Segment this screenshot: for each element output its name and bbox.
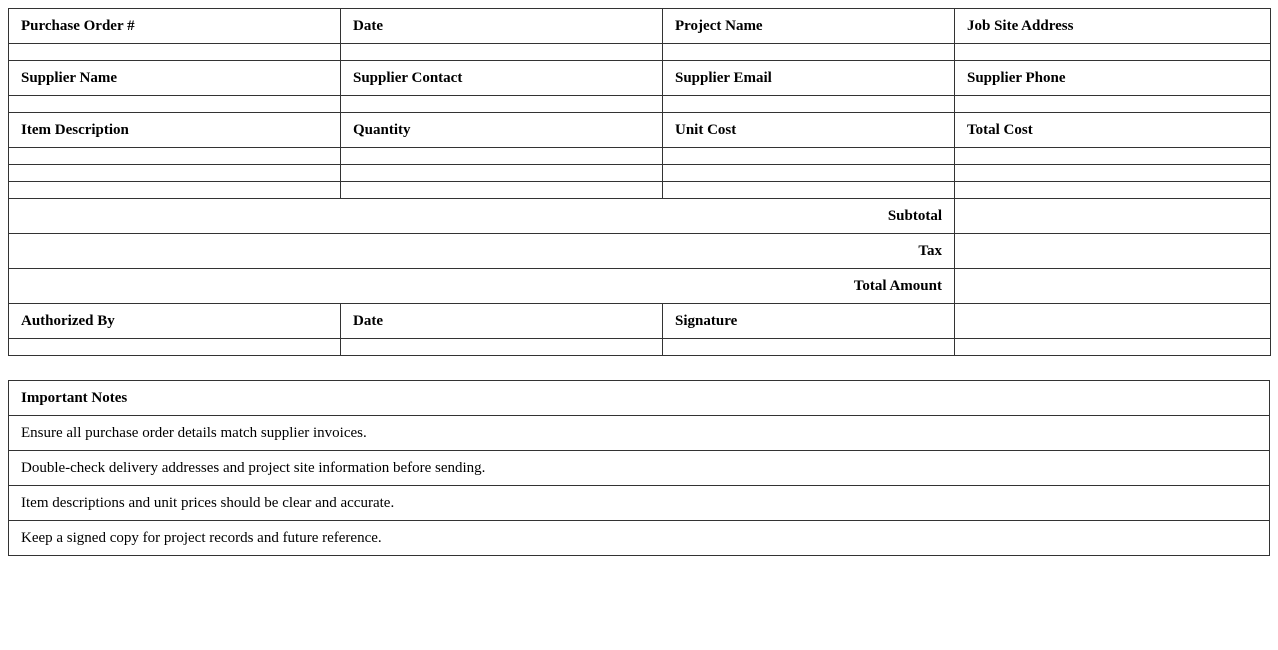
project-name-label: Project Name — [663, 9, 955, 44]
job-site-address-field[interactable] — [955, 44, 1271, 61]
unit-cost-field[interactable] — [663, 148, 955, 165]
supplier-input-row — [9, 96, 1271, 113]
authorized-by-label: Authorized By — [9, 304, 341, 339]
tax-row — [9, 234, 1271, 269]
item-row — [9, 165, 1271, 182]
signature-field[interactable] — [663, 339, 955, 356]
auth-date-label: Date — [341, 304, 663, 339]
note-item: Ensure all purchase order details match supplier invoices. — [9, 416, 1270, 451]
total-amount-field[interactable] — [955, 269, 1271, 304]
po-header-row — [9, 9, 1271, 44]
item-description-label: Item Description — [9, 113, 341, 148]
date-label: Date — [341, 9, 663, 44]
auth-date-field[interactable] — [341, 339, 663, 356]
quantity-field[interactable] — [341, 148, 663, 165]
subtotal-field[interactable] — [955, 199, 1271, 234]
item-description-field[interactable] — [9, 182, 341, 199]
items-header-row — [9, 113, 1271, 148]
signature-label: Signature — [663, 304, 955, 339]
notes-title: Important Notes — [9, 381, 1270, 416]
subtotal-row — [9, 199, 1271, 234]
date-field[interactable] — [341, 44, 663, 61]
auth-extra-field[interactable] — [955, 339, 1271, 356]
note-item: Keep a signed copy for project records and future reference. — [9, 521, 1270, 556]
job-site-address-label: Job Site Address — [955, 9, 1271, 44]
authorized-by-field[interactable] — [9, 339, 341, 356]
quantity-field[interactable] — [341, 182, 663, 199]
supplier-phone-label: Supplier Phone — [955, 61, 1271, 96]
subtotal-label: Subtotal — [9, 199, 955, 234]
supplier-name-label: Supplier Name — [9, 61, 341, 96]
note-item: Item descriptions and unit prices should be clear and accurate. — [9, 486, 1270, 521]
unit-cost-field[interactable] — [663, 182, 955, 199]
tax-field[interactable] — [955, 234, 1271, 269]
supplier-phone-field[interactable] — [955, 96, 1271, 113]
supplier-header-row — [9, 61, 1271, 96]
po-header-input-row — [9, 44, 1271, 61]
item-row — [9, 148, 1271, 165]
total-cost-label: Total Cost — [955, 113, 1271, 148]
supplier-contact-field[interactable] — [341, 96, 663, 113]
supplier-email-field[interactable] — [663, 96, 955, 113]
supplier-name-field[interactable] — [9, 96, 341, 113]
auth-extra-cell — [955, 304, 1271, 339]
important-notes-table — [8, 380, 1270, 556]
unit-cost-field[interactable] — [663, 165, 955, 182]
item-row — [9, 182, 1271, 199]
note-item: Double-check delivery addresses and project site information before sending. — [9, 451, 1270, 486]
supplier-contact-label: Supplier Contact — [341, 61, 663, 96]
total-cost-field[interactable] — [955, 148, 1271, 165]
total-amount-row — [9, 269, 1271, 304]
purchase-order-table — [8, 8, 1271, 356]
total-amount-label: Total Amount — [9, 269, 955, 304]
quantity-label: Quantity — [341, 113, 663, 148]
item-description-field[interactable] — [9, 148, 341, 165]
authorization-input-row — [9, 339, 1271, 356]
item-description-field[interactable] — [9, 165, 341, 182]
total-cost-field[interactable] — [955, 165, 1271, 182]
total-cost-field[interactable] — [955, 182, 1271, 199]
po-number-field[interactable] — [9, 44, 341, 61]
po-number-label: Purchase Order # — [9, 9, 341, 44]
project-name-field[interactable] — [663, 44, 955, 61]
quantity-field[interactable] — [341, 165, 663, 182]
authorization-header-row — [9, 304, 1271, 339]
unit-cost-label: Unit Cost — [663, 113, 955, 148]
tax-label: Tax — [9, 234, 955, 269]
supplier-email-label: Supplier Email — [663, 61, 955, 96]
